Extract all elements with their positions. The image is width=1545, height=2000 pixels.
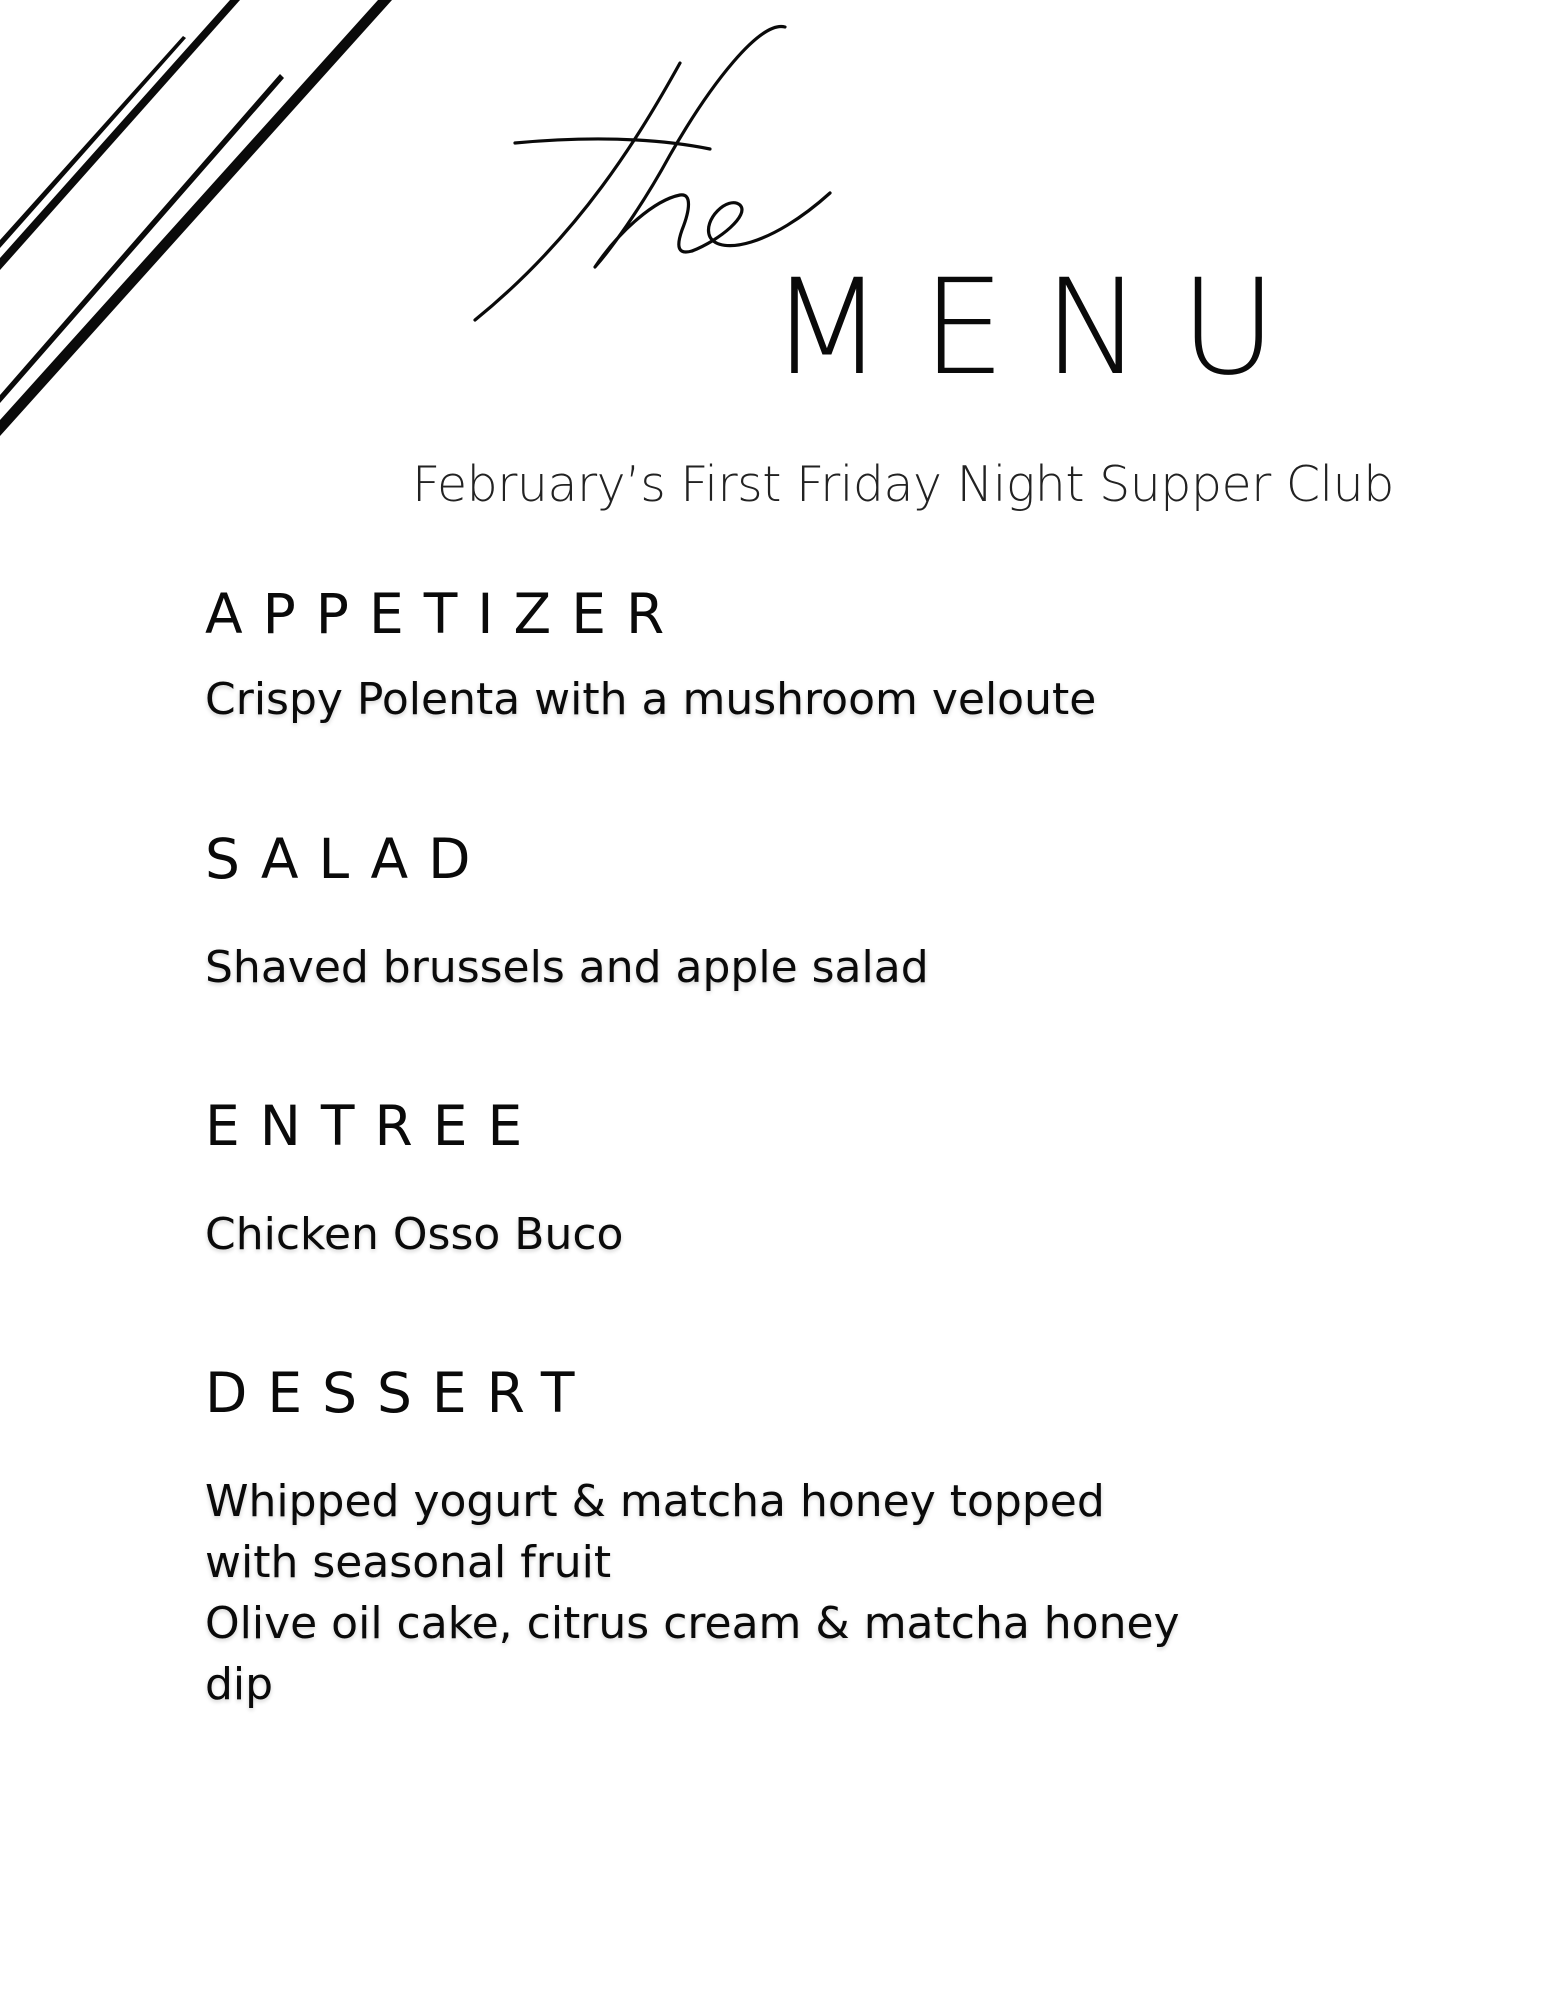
section-heading: DESSERT [205, 1361, 595, 1425]
section-heading: APPETIZER [205, 582, 685, 646]
section-salad [205, 827, 1305, 998]
menu-subtitle: February’s First Friday Night Supper Club [412, 456, 1394, 513]
menu-item: Chicken Osso Buco [205, 1209, 624, 1260]
menu-title: MENU [770, 251, 1315, 405]
section-appetizer [205, 582, 1305, 730]
section-dessert [205, 1361, 1305, 1715]
section-heading: SALAD [205, 827, 491, 891]
menu-item: Crispy Polenta with a mushroom veloute [205, 674, 1097, 725]
section-entree [205, 1094, 1305, 1265]
menu-item: Whipped yogurt & matcha honey topped with seasonal fruit [205, 1476, 1105, 1588]
decorative-diagonal-lines [0, 0, 400, 440]
menu-item: Olive oil cake, citrus cream & matcha honey dip [205, 1598, 1180, 1710]
section-heading: ENTREE [205, 1094, 543, 1158]
menu-item: Shaved brussels and apple salad [205, 942, 929, 993]
